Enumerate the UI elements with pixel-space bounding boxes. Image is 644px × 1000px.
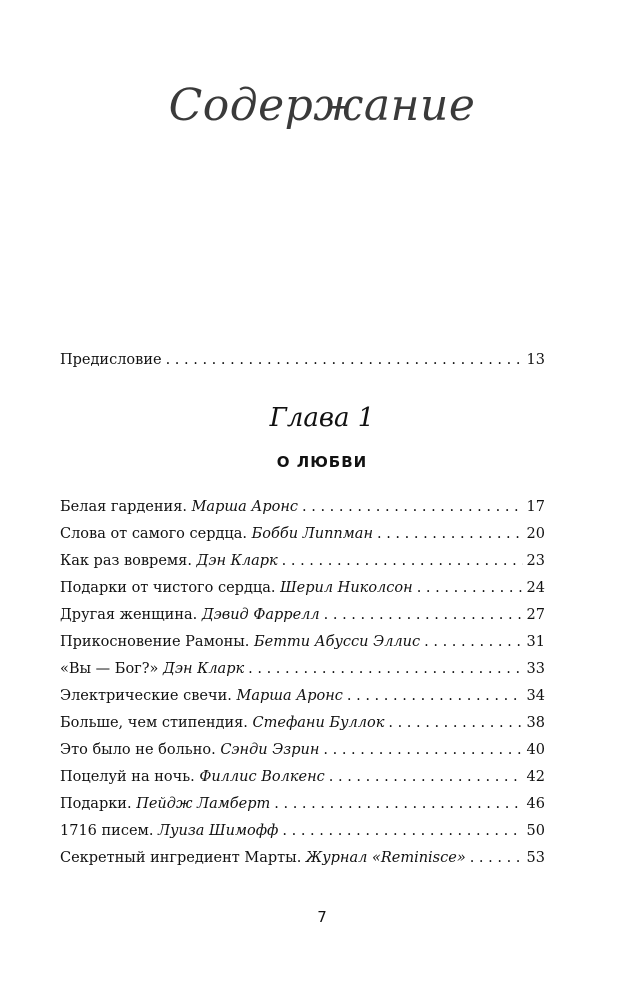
toc-entry-title: Подарки. (60, 796, 132, 812)
toc-entry-title: Как раз вовремя. (60, 553, 192, 569)
dot-leader (470, 850, 523, 866)
toc-entry-page: 46 (526, 796, 545, 812)
toc-entry (60, 823, 545, 839)
toc-entry-page: 33 (526, 661, 545, 677)
dot-leader (302, 499, 523, 515)
toc-entry (60, 769, 545, 785)
toc-entry (60, 607, 545, 623)
toc-entry-title: Электрические свечи. (60, 688, 232, 704)
toc-entry-page: 31 (526, 634, 545, 650)
toc-entry-title: Другая женщина. (60, 607, 198, 623)
toc-entry-title: Прикосновение Рамоны. (60, 634, 250, 650)
toc-entry-page: 20 (526, 526, 545, 542)
toc-entry-author: Луиза Шимофф (158, 823, 279, 839)
dot-leader (417, 580, 523, 596)
toc-entry (60, 499, 545, 515)
toc-entry-author: Журнал «Reminisce» (305, 850, 466, 866)
toc-entry (60, 796, 545, 812)
toc-entry-author: Бобби Липпман (251, 526, 373, 542)
toc-entry-page: 34 (526, 688, 545, 704)
toc-entry-page: 53 (526, 850, 545, 866)
dot-leader (274, 796, 522, 812)
chapter-title: Глава 1 (269, 403, 375, 433)
toc-entry-author: Филлис Волкенс (199, 769, 325, 785)
toc-entry (60, 634, 545, 650)
toc-entry (60, 715, 545, 731)
toc-entry-title: Секретный ингредиент Марты. (60, 850, 302, 866)
toc-entry-page: 24 (526, 580, 545, 596)
toc-entry (60, 580, 545, 596)
toc-entry-title: Слова от самого сердца. (60, 526, 248, 542)
toc-entry-author: Марша Аронс (191, 499, 299, 515)
toc-entry-title: Подарки от чистого сердца. (60, 580, 276, 596)
dot-leader (282, 553, 523, 569)
toc-entry-preface (60, 352, 545, 368)
dot-leader (377, 526, 523, 542)
toc-entry-title: «Вы — Бог?» (60, 661, 159, 677)
toc-entry-author: Пейдж Ламберт (136, 796, 271, 812)
chapter-subtitle: О ЛЮБВИ (276, 453, 368, 471)
toc-entry-author: Бетти Абусси Эллис (254, 634, 421, 650)
toc-entry-page: 38 (526, 715, 545, 731)
dot-leader (282, 823, 522, 839)
toc-entry-page: 23 (526, 553, 545, 569)
toc-entry-author: Дэвид Фаррелл (201, 607, 320, 623)
toc-entry (60, 526, 545, 542)
toc-entry (60, 553, 545, 569)
toc-entry (60, 742, 545, 758)
toc-entry-title: 1716 писем. (60, 823, 154, 839)
toc-entry-title: Белая гардения. (60, 499, 187, 515)
toc-entry-author: Сэнди Эзрин (220, 742, 320, 758)
toc-entry-page: 27 (526, 607, 545, 623)
page-title: Содержание (168, 80, 476, 131)
toc-entry-author: Дэн Кларк (196, 553, 278, 569)
dot-leader (323, 742, 522, 758)
toc-entry (60, 850, 545, 866)
toc-entry (60, 661, 545, 677)
toc-entry-title: Это было не больно. (60, 742, 216, 758)
toc-entry-page: 42 (526, 769, 545, 785)
dot-leader (166, 352, 523, 368)
dot-leader (388, 715, 522, 731)
dot-leader (347, 688, 523, 704)
page-number: 7 (317, 908, 327, 926)
toc-entry-page: 40 (526, 742, 545, 758)
toc-entry-author: Дэн Кларк (163, 661, 245, 677)
toc-entry-title: Больше, чем стипендия. (60, 715, 248, 731)
toc-entry (60, 688, 545, 704)
dot-leader (424, 634, 522, 650)
dot-leader (248, 661, 522, 677)
toc-entry-title: Поцелуй на ночь. (60, 769, 195, 785)
toc-entry-author: Марша Аронс (236, 688, 343, 704)
toc-entry-author: Шерил Николсон (280, 580, 413, 596)
dot-leader (329, 769, 523, 785)
toc-entry-page: 13 (526, 352, 545, 368)
toc-entry-title: Предисловие (60, 352, 162, 368)
toc-entry-author: Стефани Буллок (252, 715, 385, 731)
toc-entry-page: 17 (526, 499, 545, 515)
toc-entry-page: 50 (526, 823, 545, 839)
dot-leader (324, 607, 523, 623)
